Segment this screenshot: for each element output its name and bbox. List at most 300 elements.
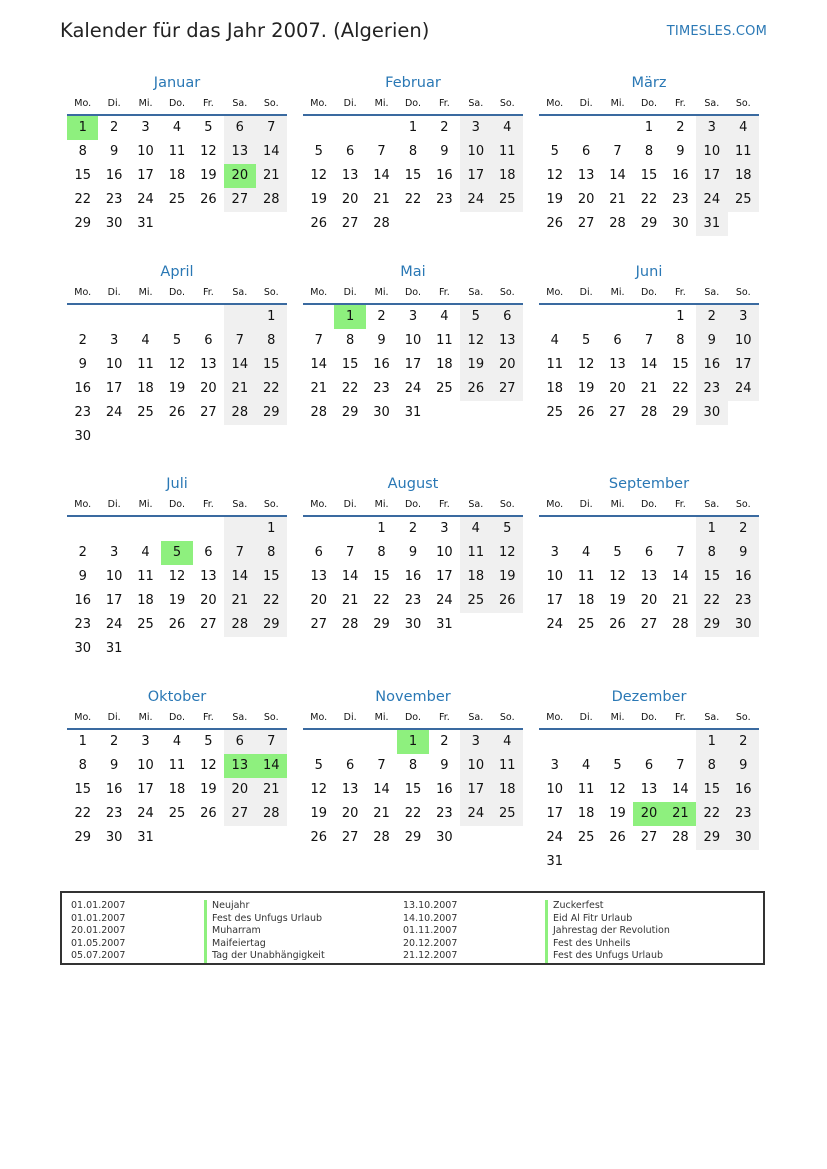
empty-cell [602,305,633,329]
holiday-day-cell: 14 [256,754,287,778]
weekday-label: Fr. [438,98,450,109]
day-cell: 27 [224,802,255,826]
month-mai [303,261,523,425]
day-cell: 25 [460,589,491,613]
weekday-label: Di. [107,499,121,510]
empty-cell [130,517,161,541]
day-cell: 6 [644,545,654,560]
day-cell: 16 [436,168,453,183]
empty-cell [67,517,98,541]
day-cell: 11 [436,333,453,348]
day-cell: 10 [137,144,154,159]
day-cell: 17 [696,164,727,188]
day-cell: 29 [74,216,91,231]
weekday-label: Sa. [704,287,720,298]
site-logo-text[interactable]: TIMESLES.COM [666,24,767,39]
weekday-label: Fr. [202,499,214,510]
day-cell: 19 [168,381,186,396]
day-cell: 28 [373,830,390,845]
day-cell: 22 [404,192,422,207]
weekday-label: Do. [168,287,185,298]
month-name: Februar [385,75,441,91]
day-cell: 9 [109,144,119,159]
day-cell: 29 [256,613,287,637]
day-cell: 6 [345,758,355,773]
day-cell: 13 [200,357,217,372]
day-cell: 9 [408,545,418,560]
day-cell: 2 [377,309,386,324]
day-cell: 19 [200,782,217,797]
day-cell: 24 [404,381,422,396]
weekday-label: So. [499,287,515,298]
legend-date: 13.10.2007 [403,900,458,911]
legend-holiday-name: Neujahr [204,900,325,913]
day-cell: 24 [105,405,123,420]
month-name: Mai [400,264,426,280]
weekday-label: Di. [107,98,121,109]
day-grid [67,730,287,850]
weekday-label: Sa. [232,287,248,298]
legend-holiday-name: Fest des Unheils [545,938,670,951]
day-cell: 20 [609,381,626,396]
day-cell: 8 [408,144,418,159]
day-cell: 3 [109,333,119,348]
empty-cell [161,425,192,449]
day-cell: 29 [672,405,689,420]
empty-cell [303,517,334,541]
empty-cell [193,826,224,850]
weekday-label: Sa. [232,712,248,723]
empty-cell [728,212,759,236]
day-cell: 25 [546,405,563,420]
day-cell: 2 [109,120,119,135]
day-cell: 20 [224,778,255,802]
day-cell: 17 [137,168,154,183]
day-cell: 22 [696,802,727,826]
holiday-day-cell: 20 [224,164,255,188]
month-name: April [160,264,194,280]
day-cell: 26 [577,405,595,420]
day-cell: 25 [137,617,154,632]
empty-cell [633,517,664,541]
day-cell: 27 [341,830,359,845]
empty-cell [460,212,491,236]
empty-cell [366,730,397,754]
day-cell: 29 [74,830,91,845]
empty-cell [303,730,334,754]
day-cell: 22 [672,381,689,396]
day-cell: 26 [310,216,327,231]
empty-cell [570,850,601,874]
day-cell: 14 [310,357,327,372]
weekday-label: Mi. [374,287,389,298]
day-cell: 30 [105,216,123,231]
day-cell: 30 [696,401,727,425]
day-cell: 7 [676,758,685,773]
month-märz [539,72,759,236]
weekday-label: Mi. [610,287,625,298]
month-name: Juni [635,264,663,280]
day-cell: 20 [492,353,523,377]
weekday-label: Sa. [468,287,484,298]
day-cell: 14 [224,353,255,377]
day-cell: 4 [141,545,150,560]
empty-cell [161,826,192,850]
day-cell: 9 [696,329,727,353]
month-name: Januar [153,75,201,91]
day-cell: 14 [672,782,689,797]
day-cell: 21 [373,192,390,207]
day-cell: 22 [640,192,658,207]
day-cell: 21 [256,164,287,188]
month-oktober [67,686,287,850]
day-cell: 10 [728,329,759,353]
day-cell: 16 [672,168,689,183]
day-cell: 23 [436,806,453,821]
legend-date: 01.05.2007 [71,937,126,949]
empty-cell [161,212,192,236]
day-cell: 16 [728,778,759,802]
day-cell: 27 [224,188,255,212]
day-cell: 2 [728,730,759,754]
day-cell: 21 [640,381,658,396]
day-cell: 13 [224,140,255,164]
day-cell: 15 [373,569,390,584]
month-name: März [631,75,667,91]
day-cell: 3 [141,120,150,135]
day-cell: 31 [436,617,453,632]
empty-cell [570,730,601,754]
day-cell: 26 [492,589,523,613]
day-cell: 1 [256,305,287,329]
day-cell: 29 [256,401,287,425]
weekday-header [67,708,287,730]
day-cell: 12 [609,782,626,797]
day-cell: 18 [137,381,154,396]
day-cell: 9 [109,758,119,773]
legend-holiday-name: Fest des Unfugs Urlaub [204,913,325,926]
weekday-label: Mi. [138,712,153,723]
day-cell: 24 [105,617,123,632]
day-cell: 15 [341,357,359,372]
day-cell: 4 [550,333,559,348]
empty-cell [303,305,334,329]
day-cell: 8 [78,758,87,773]
day-cell: 3 [408,309,418,324]
empty-cell [224,212,255,236]
weekday-label: Fr. [438,287,450,298]
day-cell: 25 [436,381,453,396]
holiday-day-cell: 1 [67,116,98,140]
day-cell: 12 [168,357,186,372]
legend-date: 21.12.2007 [403,950,458,961]
weekday-header [303,94,523,116]
empty-cell [130,305,161,329]
day-cell: 19 [460,353,491,377]
day-cell: 11 [728,140,759,164]
day-cell: 27 [200,405,217,420]
day-cell: 4 [141,333,150,348]
day-cell: 20 [200,593,217,608]
empty-cell [665,730,696,754]
day-cell: 13 [609,357,626,372]
day-cell: 17 [105,593,123,608]
day-cell: 6 [314,545,323,560]
weekday-label: Di. [343,98,357,109]
day-cell: 4 [172,734,182,749]
weekday-label: So. [499,98,515,109]
day-cell: 16 [105,168,123,183]
day-cell: 10 [105,357,123,372]
weekday-label: So. [735,287,751,298]
day-cell: 25 [577,617,595,632]
empty-cell [193,517,224,541]
day-cell: 18 [577,806,595,821]
day-cell: 1 [256,517,287,541]
weekday-label: Sa. [232,499,248,510]
day-cell: 12 [310,782,327,797]
day-cell: 4 [460,517,491,541]
day-cell: 14 [640,357,658,372]
day-cell: 26 [168,617,186,632]
legend-names-column-1 [204,900,325,963]
day-cell: 10 [404,333,422,348]
day-cell: 10 [546,782,563,797]
weekday-label: Sa. [468,712,484,723]
weekday-label: Mo. [74,499,92,510]
day-cell: 27 [577,216,595,231]
day-cell: 12 [546,168,563,183]
weekday-label: So. [263,499,279,510]
day-cell: 12 [492,541,523,565]
day-cell: 5 [460,305,491,329]
day-cell: 15 [256,565,287,589]
legend-dates-column-2 [403,900,457,963]
weekday-label: Do. [404,98,421,109]
day-cell: 2 [696,305,727,329]
day-grid [539,730,759,874]
day-cell: 3 [109,545,119,560]
day-cell: 30 [105,830,123,845]
day-cell: 19 [492,565,523,589]
empty-cell [334,517,365,541]
weekday-label: Sa. [704,499,720,510]
day-cell: 24 [728,377,759,401]
day-cell: 26 [460,377,491,401]
legend-date: 01.01.2007 [71,912,126,924]
day-cell: 28 [224,613,255,637]
empty-cell [224,425,255,449]
day-cell: 5 [613,545,622,560]
day-cell: 6 [492,305,523,329]
day-cell: 7 [676,545,685,560]
day-cell: 10 [546,569,563,584]
day-cell: 29 [640,216,658,231]
weekday-label: So. [735,712,751,723]
day-cell: 7 [224,329,255,353]
empty-cell [224,517,255,541]
day-cell: 28 [224,401,255,425]
day-cell: 29 [696,613,727,637]
day-cell: 28 [640,405,658,420]
day-cell: 6 [345,144,355,159]
day-cell: 31 [696,212,727,236]
weekday-header [539,495,759,517]
day-cell: 16 [105,782,123,797]
day-cell: 20 [640,593,658,608]
day-cell: 23 [436,192,453,207]
weekday-label: Mo. [546,499,564,510]
weekday-label: Do. [640,287,657,298]
weekday-label: Sa. [468,98,484,109]
day-cell: 11 [546,357,563,372]
empty-cell [570,305,601,329]
day-cell: 5 [172,333,182,348]
day-cell: 26 [609,617,626,632]
day-cell: 8 [256,329,287,353]
day-cell: 4 [172,120,182,135]
weekday-label: So. [735,98,751,109]
day-cell: 1 [676,309,685,324]
day-cell: 1 [696,730,727,754]
day-cell: 9 [440,758,449,773]
legend-date: 01.01.2007 [71,900,126,911]
day-cell: 17 [105,381,123,396]
day-cell: 27 [310,617,327,632]
day-cell: 24 [137,806,154,821]
legend-names-column-2 [545,900,670,963]
day-cell: 8 [696,541,727,565]
day-cell: 31 [404,405,422,420]
day-cell: 25 [137,405,154,420]
day-cell: 17 [460,778,491,802]
day-cell: 29 [404,830,422,845]
day-cell: 19 [546,192,563,207]
day-cell: 14 [373,782,390,797]
day-cell: 9 [440,144,449,159]
day-cell: 23 [404,593,422,608]
legend-holiday-name: Maifeiertag [204,938,325,951]
day-cell: 16 [436,782,453,797]
legend-holiday-name: Fest des Unfugs Urlaub [545,950,670,963]
empty-cell [570,517,601,541]
weekday-header [67,495,287,517]
weekday-label: Sa. [232,98,248,109]
empty-cell [602,517,633,541]
holiday-day-cell: 5 [161,541,192,565]
weekday-label: Mi. [610,712,625,723]
day-cell: 16 [404,569,422,584]
day-cell: 3 [440,521,449,536]
day-cell: 27 [200,617,217,632]
day-cell: 13 [341,168,359,183]
day-cell: 14 [373,168,390,183]
day-cell: 30 [672,216,689,231]
day-cell: 30 [404,617,422,632]
day-cell: 12 [168,569,186,584]
day-cell: 19 [310,192,327,207]
day-cell: 28 [373,216,390,231]
weekday-label: Fr. [202,712,214,723]
day-cell: 1 [644,120,654,135]
day-cell: 26 [200,192,217,207]
empty-cell [539,730,570,754]
day-grid [539,517,759,637]
day-cell: 8 [408,758,418,773]
day-cell: 7 [256,730,287,754]
weekday-label: Do. [404,712,421,723]
day-cell: 17 [460,164,491,188]
empty-cell [193,212,224,236]
weekday-label: Do. [168,499,185,510]
empty-cell [224,637,255,661]
day-cell: 23 [105,806,123,821]
day-cell: 25 [577,830,595,845]
weekday-label: Mi. [138,98,153,109]
day-cell: 7 [377,144,386,159]
day-cell: 4 [728,116,759,140]
day-cell: 29 [341,405,359,420]
day-cell: 8 [256,541,287,565]
legend-date: 05.07.2007 [71,950,126,961]
empty-cell [161,517,192,541]
day-cell: 21 [224,589,255,613]
day-cell: 28 [672,830,689,845]
weekday-label: Mi. [138,499,153,510]
weekday-label: So. [263,287,279,298]
day-cell: 25 [492,188,523,212]
day-cell: 18 [577,593,595,608]
weekday-label: Mo. [310,712,328,723]
day-cell: 1 [377,521,386,536]
weekday-label: Mi. [374,499,389,510]
empty-cell [602,850,633,874]
weekday-label: Sa. [704,98,720,109]
day-cell: 28 [609,216,626,231]
holiday-day-cell: 20 [633,802,664,826]
day-cell: 19 [168,593,186,608]
weekday-label: Fr. [438,712,450,723]
day-cell: 15 [74,168,91,183]
empty-cell [633,305,664,329]
day-cell: 25 [728,188,759,212]
day-cell: 14 [224,565,255,589]
empty-cell [460,613,491,637]
day-cell: 4 [492,730,523,754]
day-cell: 23 [672,192,689,207]
legend-holiday-name: Eid Al Fitr Urlaub [545,913,670,926]
legend-holiday-name: Jahrestag der Revolution [545,925,670,938]
day-cell: 21 [341,593,359,608]
day-cell: 12 [310,168,327,183]
empty-cell [67,305,98,329]
day-cell: 2 [440,120,449,135]
weekday-label: Di. [579,712,593,723]
month-april [67,261,287,449]
empty-cell [492,613,523,637]
weekday-label: Fr. [202,287,214,298]
weekday-label: Di. [107,287,121,298]
holiday-day-cell: 21 [665,802,696,826]
day-cell: 2 [728,517,759,541]
weekday-label: So. [499,499,515,510]
day-cell: 5 [204,734,213,749]
day-cell: 16 [696,353,727,377]
weekday-header [539,94,759,116]
weekday-header [539,283,759,305]
day-cell: 18 [460,565,491,589]
day-cell: 22 [404,806,422,821]
